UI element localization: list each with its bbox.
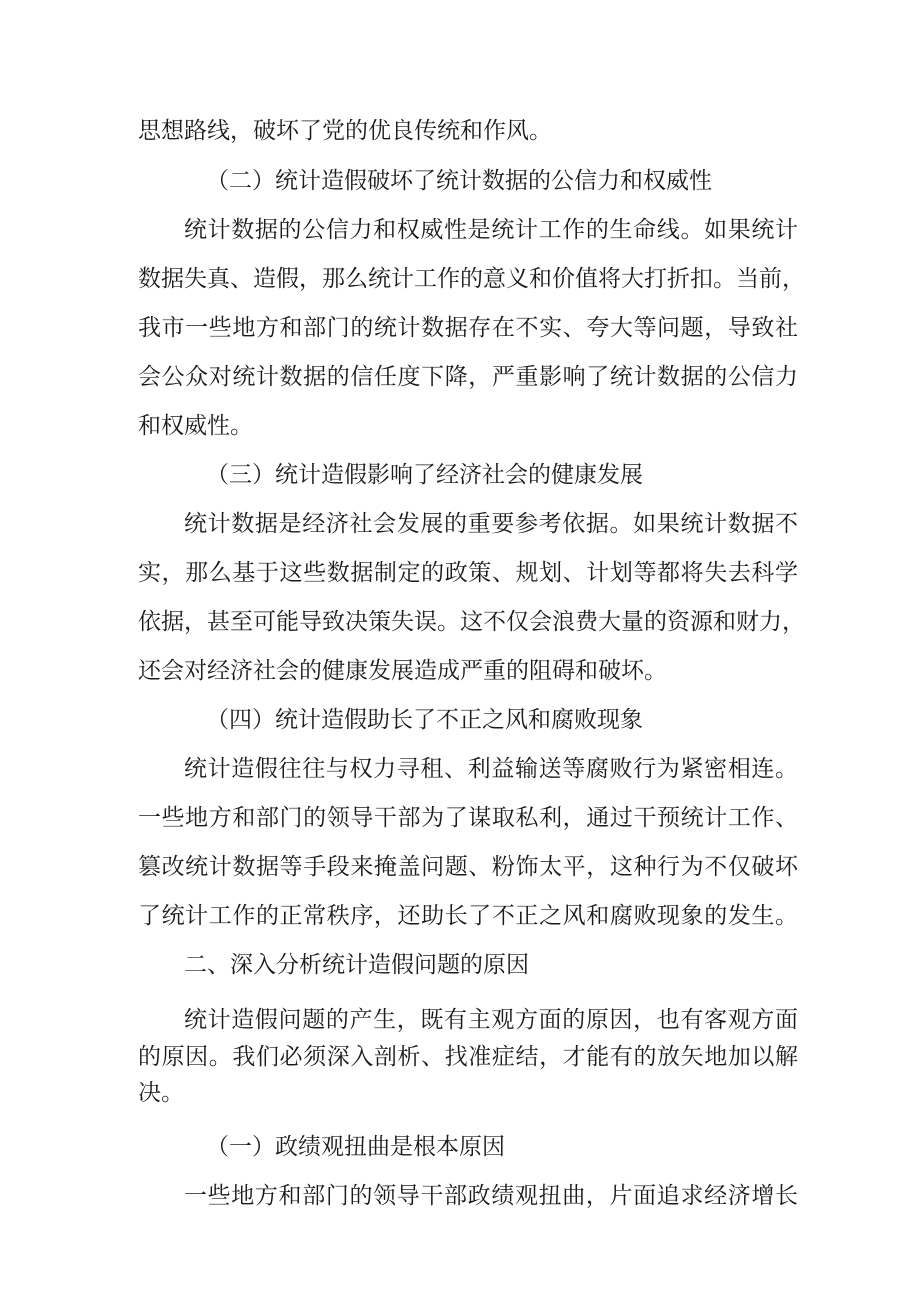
paragraph-line: 统计数据的公信力和权威性是统计工作的生命线。如果统计: [184, 217, 798, 243]
paragraph-line: 统计数据是经济社会发展的重要参考依据。如果统计数据不: [184, 511, 798, 537]
paragraph-line: 统计造假往往与权力寻租、利益输送等腐败行为紧密相连。: [184, 756, 798, 782]
paragraph-line: 还会对经济社会的健康发展造成严重的阻碍和破坏。: [138, 658, 667, 684]
paragraph-line: 会公众对统计数据的信任度下降，严重影响了统计数据的公信力: [138, 364, 798, 390]
paragraph-line: 决。: [138, 1080, 184, 1106]
section-heading: （三）统计造假影响了经济社会的健康发展: [206, 462, 643, 488]
paragraph-line: 思想路线，破坏了党的优良传统和作风。: [138, 118, 552, 144]
section-heading: （二）统计造假破坏了统计数据的公信力和权威性: [206, 168, 712, 194]
paragraph-line: 篡改统计数据等手段来掩盖问题、粉饰太平，这种行为不仅破坏: [138, 854, 798, 880]
paragraph-line: 的原因。我们必须深入剖析、找准症结，才能有的放矢地加以解: [138, 1044, 798, 1070]
paragraph-line: 和权威性。: [138, 413, 253, 439]
section-heading: （一）政绩观扭曲是根本原因: [206, 1134, 505, 1160]
paragraph-line: 统计造假问题的产生，既有主观方面的原因，也有客观方面: [184, 1007, 798, 1033]
paragraph-line: 了统计工作的正常秩序，还助长了不正之风和腐败现象的发生。: [138, 903, 798, 929]
paragraph-line: 一些地方和部门的领导干部政绩观扭曲，片面追求经济增长: [184, 1183, 798, 1209]
chapter-heading: 二、深入分析统计造假问题的原因: [184, 952, 529, 978]
paragraph-line: 我市一些地方和部门的统计数据存在不实、夸大等问题，导致社: [138, 315, 798, 341]
paragraph-line: 依据，甚至可能导致决策失误。这不仅会浪费大量的资源和财力，: [138, 609, 805, 635]
section-heading: （四）统计造假助长了不正之风和腐败现象: [206, 707, 643, 733]
paragraph-line: 实，那么基于这些数据制定的政策、规划、计划等都将失去科学: [138, 560, 798, 586]
paragraph-line: 一些地方和部门的领导干部为了谋取私利，通过干预统计工作、: [138, 805, 798, 831]
paragraph-line: 数据失真、造假，那么统计工作的意义和价值将大打折扣。当前，: [138, 266, 805, 292]
